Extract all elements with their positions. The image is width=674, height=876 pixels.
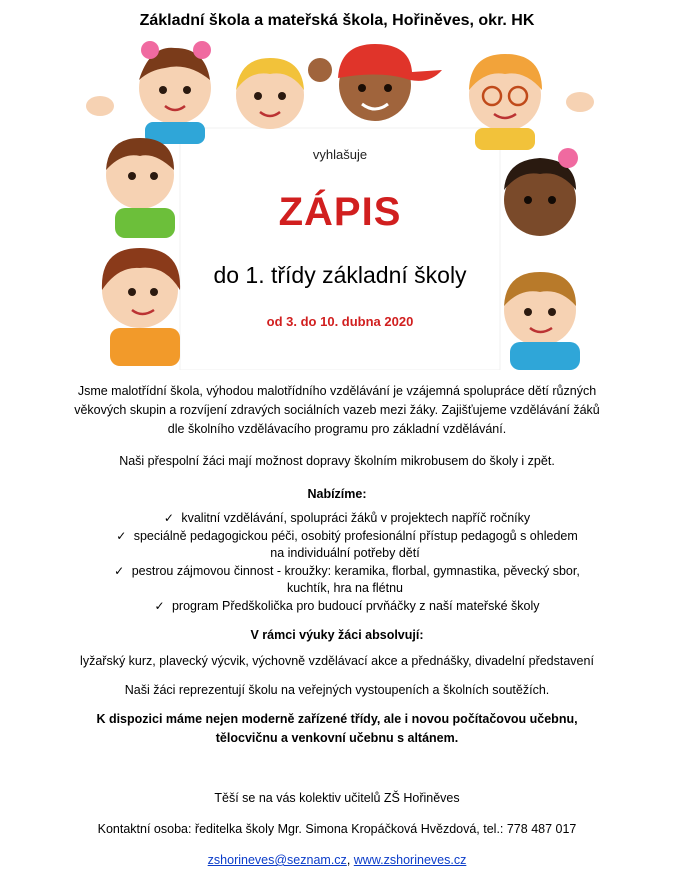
child-figure-4 [469,54,594,150]
offer-item-text: program Předškolička pro budoucí prvňáčky z naší mateřské školy [171,598,540,613]
offer-item-text: pestrou zájmovou činnost - kroužky: keramika, florbal, gymnastika, pěvecký sbor, [131,563,580,578]
child-figure-5 [106,138,175,238]
offer-heading: Nabízíme: [307,487,367,501]
intro-line: Jsme malotřídní škola, výhodou malotřídního vzdělávání je vzájemná spolupráce dětí různých [77,384,597,398]
child-figure-3 [308,44,442,121]
list-item [110,598,580,616]
contact-links [60,851,614,870]
list-item [110,510,580,528]
facilities-line: tělocvičnu a venkovní učebnu s altánem. [215,731,459,745]
facilities-line: K dispozici máme nejen moderně zařízené třídy, ale i novou počítačovou učebnu, [96,712,578,726]
intro-paragraph [60,382,614,439]
checkmark-icon: ✓ [163,511,174,525]
offer-item-text: na individuální potřeby dětí [270,546,420,560]
offer-item-text: speciálně pedagogickou péči, osobitý profesionální přístup pedagogů s ohledem [133,528,578,543]
offer-item-text: kvalitní vzdělávání, spolupráci žáků v projektech napříč ročníky [181,511,531,525]
intro-line: věkových skupin a rozvíjení zdravých sociálních vazeb mezi žáky. Zajišťujeme vzdělávání žáků [74,403,600,417]
checkmark-icon: ✓ [116,528,127,543]
enrollment-dates: od 3. do 10. dubna 2020 [266,314,414,329]
child-figure-1 [86,41,211,144]
child-figure-7 [504,148,578,236]
child-figure-6 [102,248,180,366]
enrollment-title: ZÁPIS [278,190,402,234]
checkmark-icon: ✓ [114,563,125,578]
link-separator: , [346,853,351,867]
activities-heading: V rámci výuky žáci absolvují: [250,628,424,642]
child-figure-2 [236,58,304,129]
announcement-intro: vyhlašuje [312,147,368,162]
email-link[interactable]: zshorineves@seznam.cz [207,853,347,867]
school-title: Základní škola a mateřská škola, Hořiněves, okr. HK [139,12,535,29]
contact-text: Kontaktní osoba: ředitelka školy Mgr. Simona Kropáčková Hvězdová, tel.: 778 487 017 [97,822,577,836]
enrollment-subtitle: do 1. třídy základní školy [213,262,467,288]
greeting-text: Těší se na vás kolektiv učitelů ZŠ Hořiněves [214,791,460,805]
transport-paragraph: Naši přespolní žáci mají možnost dopravy školním mikrobusem do školy i zpět. [119,454,555,468]
offer-item-text: kuchtík, hra na flétnu [286,581,404,595]
checkmark-icon: ✓ [154,598,165,613]
list-item [110,528,580,563]
website-link[interactable]: www.zshorineves.cz [353,853,467,867]
facilities-paragraph [60,710,614,748]
child-figure-8 [504,272,580,370]
list-item [110,563,580,598]
representation-text: Naši žáci reprezentují školu na veřejných vystoupeních a školních soutěžích. [124,683,550,697]
offer-list [110,510,580,615]
activities-text: lyžařský kurz, plavecký výcvik, výchovně vzdělávací akce a přednášky, divadelní představení [80,654,594,668]
intro-line: dle školního vzdělávacího programu pro základní vzdělávání. [167,422,507,436]
